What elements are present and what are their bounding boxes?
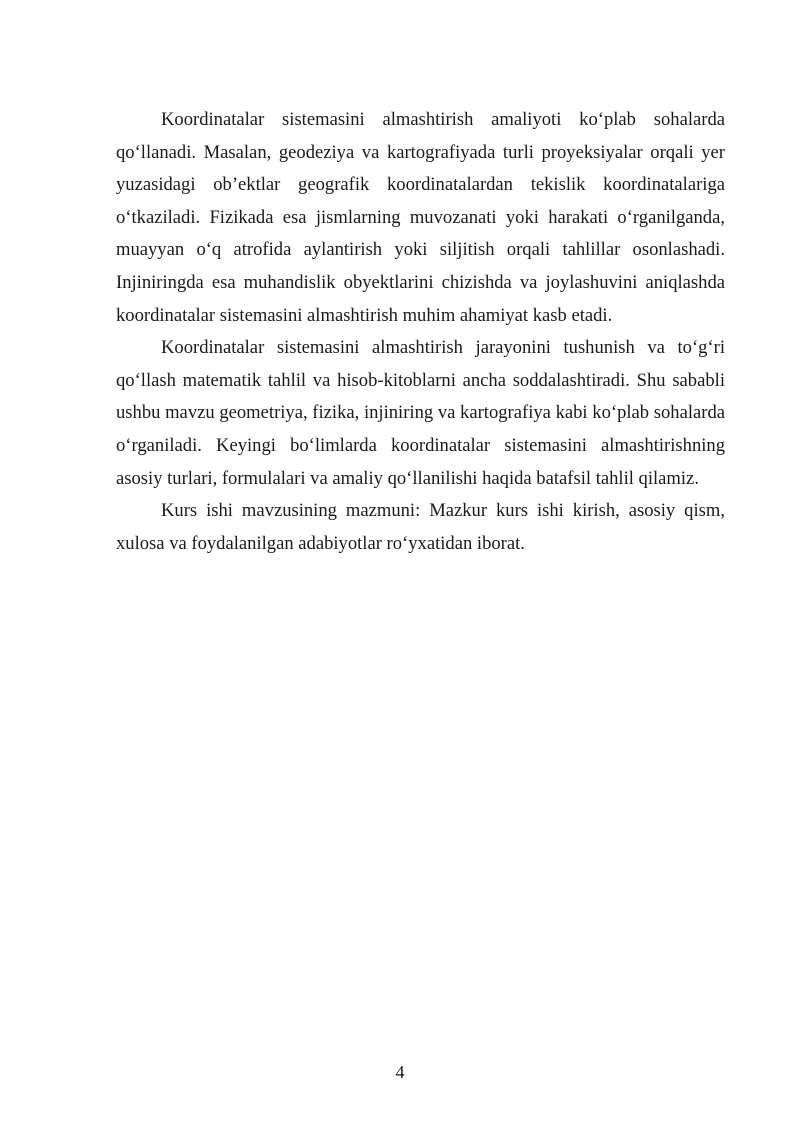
paragraph-2: Koordinatalar sistemasini almashtirish jarayonini tushunish va to‘g‘ri qo‘llash matematik tahlil va hisob-kitoblarni ancha soddalashtiradi. Shu sababli ushbu mavzu geometriya, fizika, injiniring va kartografiya kabi ko‘plab sohalarda o‘rganiladi. Keyingi bo‘limlarda koordinatalar sistemasini almashtirishning asosiy turlari, formulalari va amaliy qo‘llanilishi haqida batafsil tahlil qilamiz.	[116, 337, 725, 489]
body-text	[116, 104, 725, 560]
paragraph-3: Kurs ishi mavzusining mazmuni: Mazkur kurs ishi kirish, asosiy qism, xulosa va foydalanilgan adabiyotlar ro‘yxatidan iborat.	[116, 500, 725, 554]
page-number: 4	[395, 1062, 405, 1082]
paragraph-1: Koordinatalar sistemasini almashtirish amaliyoti ko‘plab sohalarda qo‘llanadi. Masalan, geodeziya va kartografiyada turli proyeksiyalar orqali yer yuzasidagi ob’ektlar geografik koordinatalardan tekislik koordinatalariga o‘tkaziladi. Fizikada esa jismlarning muvozanati yoki harakati o‘rganilganda, muayyan o‘q atrofida aylantirish yoki siljitish orqali tahlillar osonlashadi. Injiniringda esa muhandislik obyektlarini chizishda va joylashuvini aniqlashda koordinatalar sistemasini almashtirish muhim ahamiyat kasb etadi.	[116, 109, 725, 326]
